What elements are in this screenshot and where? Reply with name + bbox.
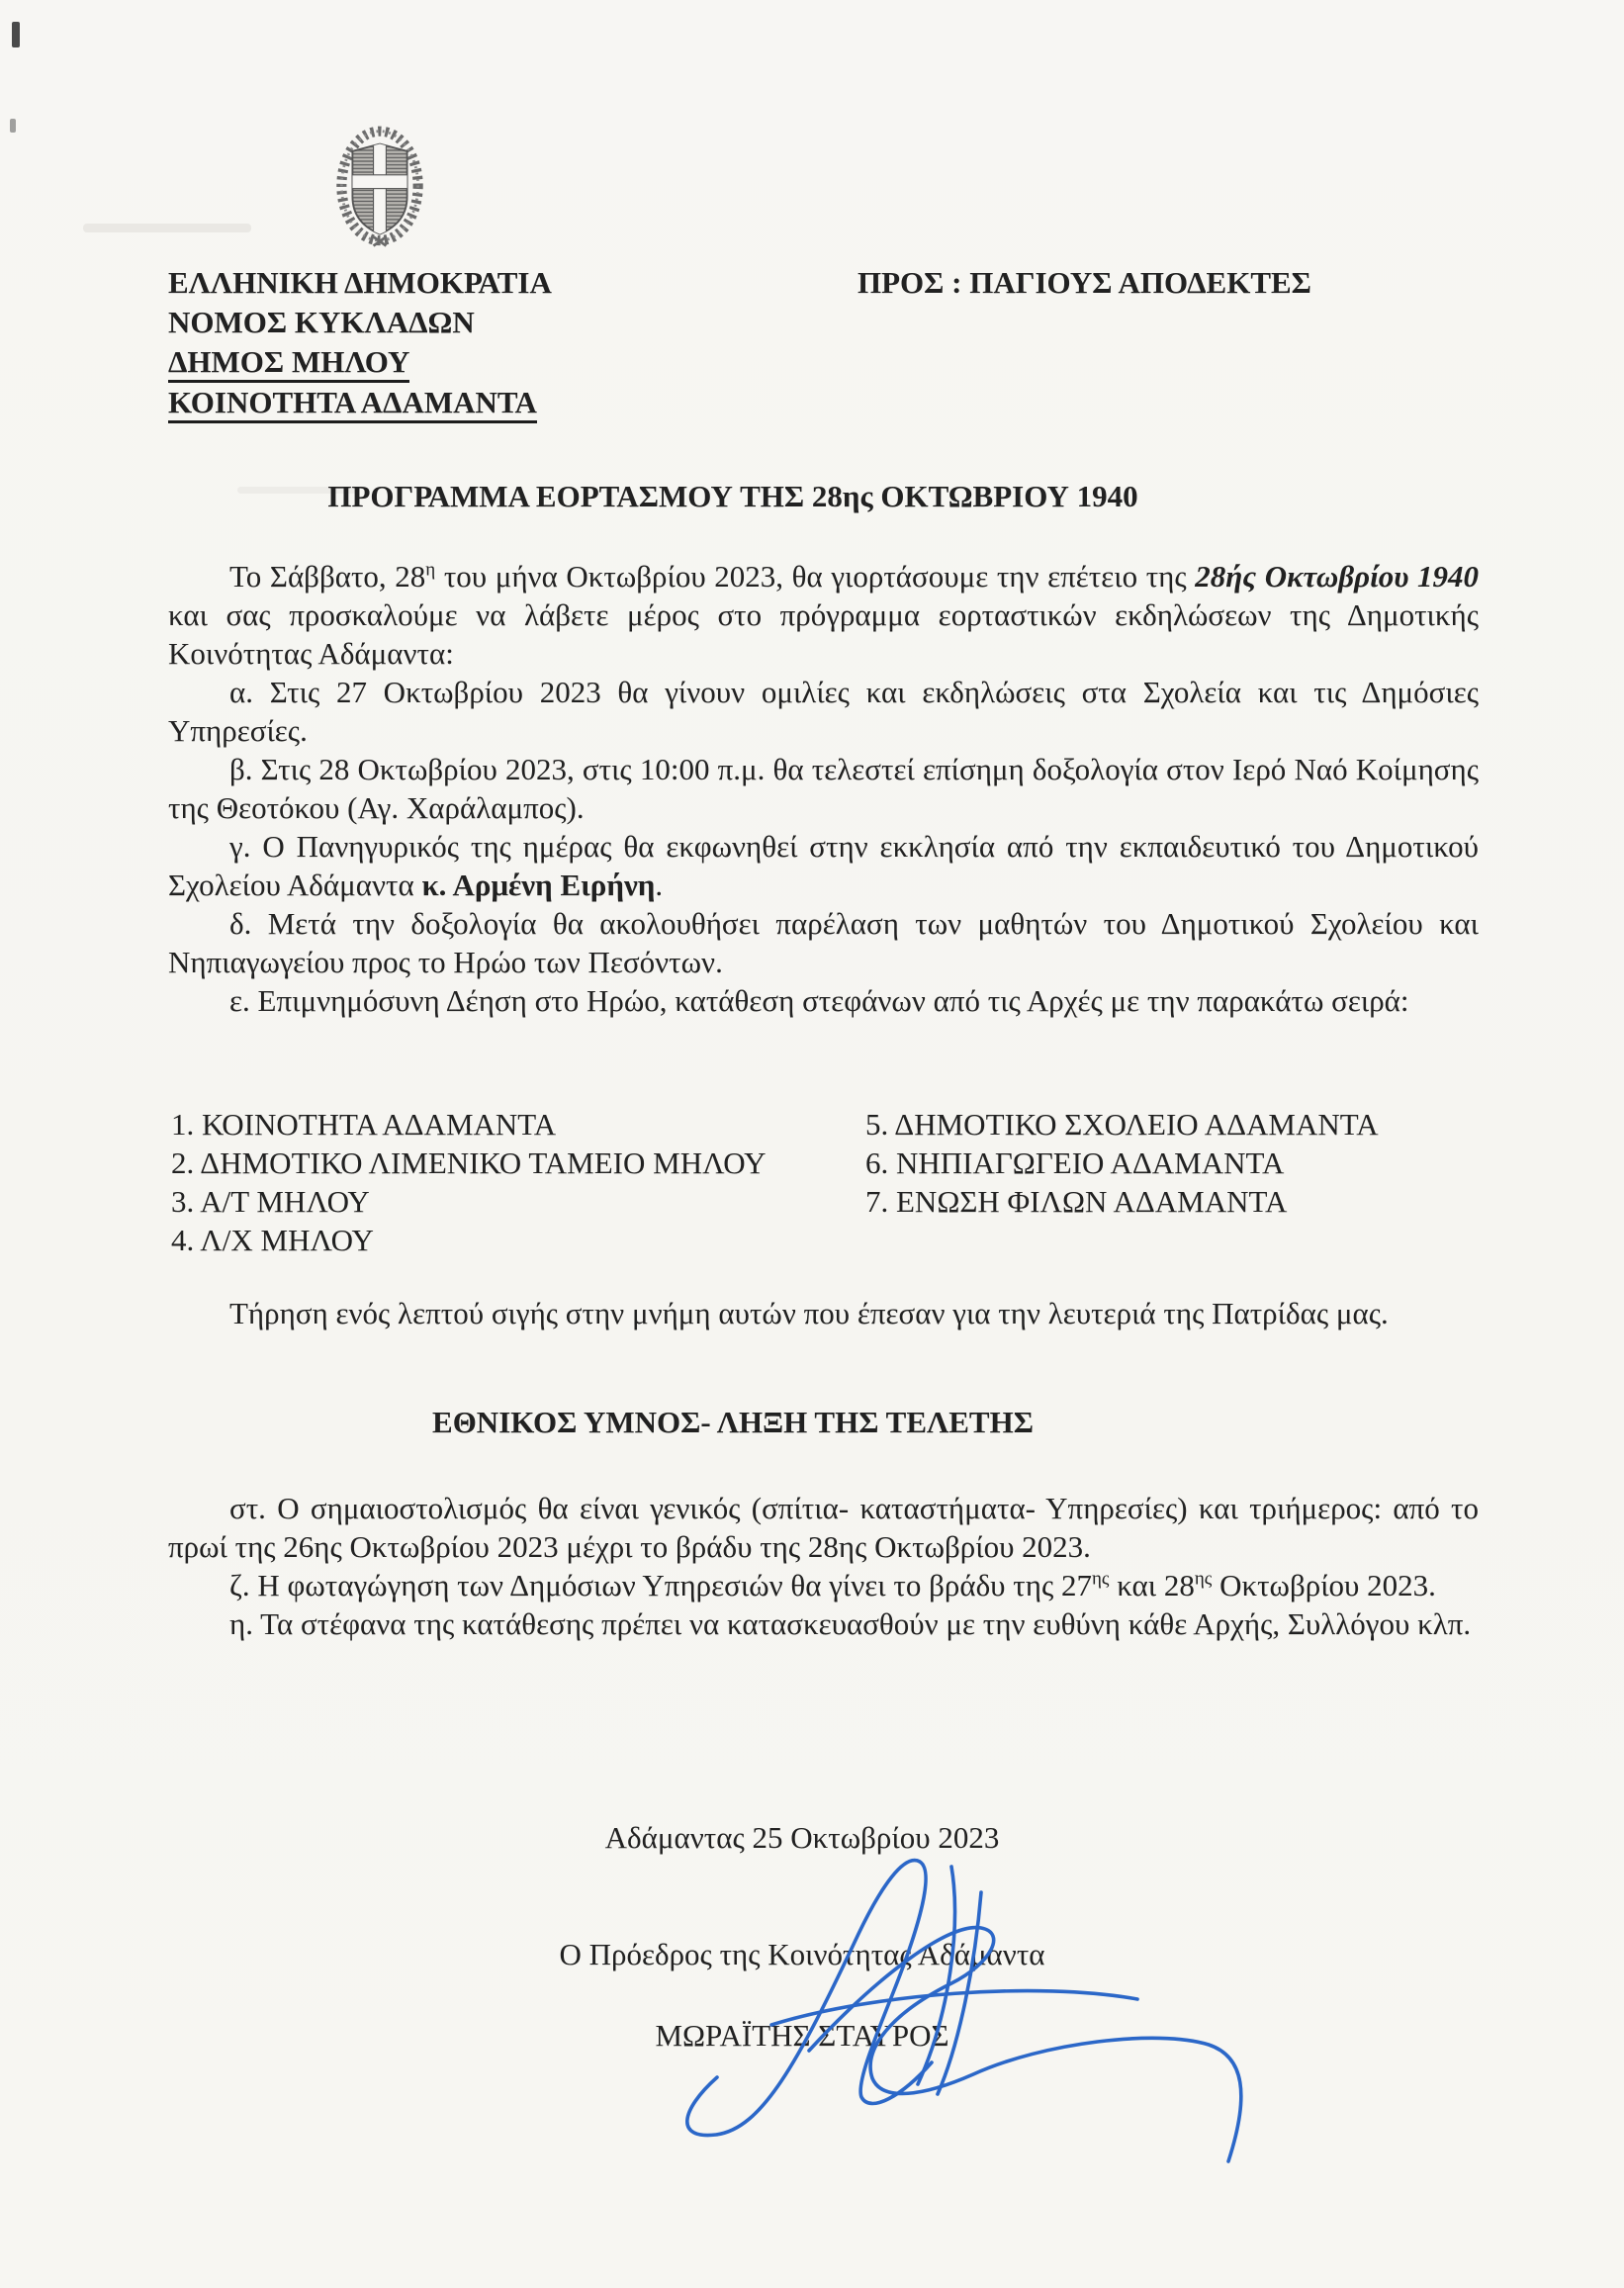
item-z-seg1: ζ. Η φωταγώγηση των Δημόσιων Υπηρεσιών θα γίνει το βράδυ της 27 [229, 1568, 1092, 1602]
closing-body [168, 1489, 1479, 1643]
list-item: 3. Α/Τ ΜΗΛΟΥ [171, 1184, 370, 1219]
date-line: Αδάμαντας 25 Οκτωβρίου 2023 [604, 1820, 1000, 1855]
wreath-order-list-left [171, 1105, 767, 1259]
item-z-seg2: και 28 [1109, 1568, 1195, 1602]
list-item: 5. ΔΗΜΟΤΙΚΟ ΣΧΟΛΕΙΟ ΑΔΑΜΑΝΤΑ [865, 1107, 1379, 1142]
item-b: β. Στις 28 Οκτωβρίου 2023, στις 10:00 π.μ. θα τελεστεί επίσημη δοξολογία στον Ιερό Ναό Κοίμησης της Θεοτόκου (Αγ. Χαράλαμπος). [168, 752, 1479, 825]
recipient-line: ΠΡΟΣ : ΠΑΓΙΟΥΣ ΑΠΟΔΕΚΤΕΣ [857, 265, 1311, 300]
anthem-heading: ΕΘΝΙΚΟΣ ΥΜΝΟΣ- ΛΗΞΗ ΤΗΣ ΤΕΛΕΤΗΣ [432, 1405, 1034, 1439]
scan-speck [12, 22, 20, 47]
scan-smudge [83, 224, 251, 232]
item-c [168, 827, 1479, 904]
signer-role-line: Ο Πρόεδρος της Κοινότητας Αδάμαντα [559, 1937, 1045, 1971]
list-item: 6. ΝΗΠΙΑΓΩΓΕΙΟ ΑΔΑΜΑΝΤΑ [865, 1145, 1285, 1180]
signer-name-line: ΜΩΡΑΪΤΗΣ ΣΤΑΥΡΟΣ [655, 2018, 949, 2053]
item-c-teacher-name: κ. Αρμένη Ειρήνη [421, 868, 656, 902]
sender-block [168, 263, 552, 423]
sender-line-municipality [168, 342, 552, 383]
item-a: α. Στις 27 Οκτωβρίου 2023 θα γίνουν ομιλίες και εκδηλώσεις στα Σχολεία και τις Δημόσιες Υπηρεσίες. [168, 675, 1479, 748]
greek-coat-of-arms-emblem [334, 119, 425, 249]
item-z-superscript-2: ης [1194, 1568, 1213, 1590]
document-title: ΠΡΟΓΡΑΜΜΑ ΕΟΡΤΑΣΜΟΥ ΤΗΣ 28ης ΟΚΤΩΒΡΙΟΥ 1940 [327, 479, 1138, 513]
sender-line-republic: ΕΛΛΗΝΙΚΗ ΔΗΜΟΚΡΑΤΙΑ [168, 265, 552, 300]
list-item: 7. ΕΝΩΣΗ ΦΙΛΩΝ ΑΔΑΜΑΝΤΑ [865, 1184, 1288, 1219]
item-c-seg2: . [655, 868, 664, 902]
list-item: 1. ΚΟΙΝΟΤΗΤΑ ΑΔΑΜΑΝΤΑ [171, 1107, 557, 1142]
intro-seg3: και σας προσκαλούμε να λάβετε μέρος στο πρόγραμμα εορταστικών εκδηλώσεων της Δημοτικής Κοινότητας Αδάμαντα: [168, 597, 1479, 671]
program-body [168, 557, 1479, 1020]
sender-line-municipality-text: ΔΗΜΟΣ ΜΗΛΟΥ [168, 345, 409, 383]
item-z-superscript-1: ης [1091, 1568, 1110, 1590]
intro-paragraph [168, 557, 1479, 673]
sender-line-prefecture: ΝΟΜΟΣ ΚΥΚΛΑΔΩΝ [168, 305, 475, 339]
silence-paragraph: Τήρηση ενός λεπτού σιγής στην μνήμη αυτών που έπεσαν για την λευτεριά της Πατρίδας μας. [229, 1296, 1389, 1330]
wreath-order-list-right [865, 1105, 1379, 1221]
list-item: 4. Λ/Χ ΜΗΛΟΥ [171, 1223, 374, 1257]
handwritten-signature [623, 1835, 1276, 2171]
scan-speck [10, 119, 16, 133]
item-d: δ. Μετά την δοξολογία θα ακολουθήσει παρέλαση των μαθητών του Δημοτικού Σχολείου και Νηπιαγωγείου προς το Ηρώο των Πεσόντων. [168, 906, 1479, 979]
sender-line-community [168, 383, 552, 423]
intro-seg2: του μήνα Οκτωβρίου 2023, θα γιορτάσουμε την επέτειο της [435, 559, 1196, 594]
item-h: η. Τα στέφανα της κατάθεσης πρέπει να κατασκευασθούν με την ευθύνη κάθε Αρχής, Συλλόγου κλπ. [229, 1606, 1472, 1641]
item-z-seg3: Οκτωβρίου 2023. [1212, 1568, 1436, 1602]
intro-superscript: η [425, 559, 436, 581]
item-z [168, 1566, 1479, 1604]
item-st: στ. Ο σημαιοστολισμός θα είναι γενικός (σπίτια- καταστήματα- Υπηρεσίες) και τριήμερος: από το πρωί της 26ης Οκτωβρίου 2023 μέχρι το βράδυ της 28ης Οκτωβρίου 2023. [168, 1491, 1479, 1564]
intro-seg1: Το Σάββατο, 28 [229, 559, 426, 594]
intro-emphasis-date: 28ής Οκτωβρίου 1940 [1195, 559, 1479, 594]
item-e: ε. Επιμνημόσυνη Δέηση στο Ηρώο, κατάθεση στεφάνων από τις Αρχές με την παρακάτω σειρά: [229, 983, 1409, 1018]
sender-line-community-text: ΚΟΙΝΟΤΗΤΑ ΑΔΑΜΑΝΤΑ [168, 386, 537, 423]
item-c-seg1: γ. Ο Πανηγυρικός της ημέρας θα εκφωνηθεί στην εκκλησία από την εκπαιδευτικό του Δημοτικού Σχολείου Αδάμαντα [168, 829, 1479, 902]
list-item: 2. ΔΗΜΟΤΙΚΟ ΛΙΜΕΝΙΚΟ ΤΑΜΕΙΟ ΜΗΛΟΥ [171, 1145, 767, 1180]
